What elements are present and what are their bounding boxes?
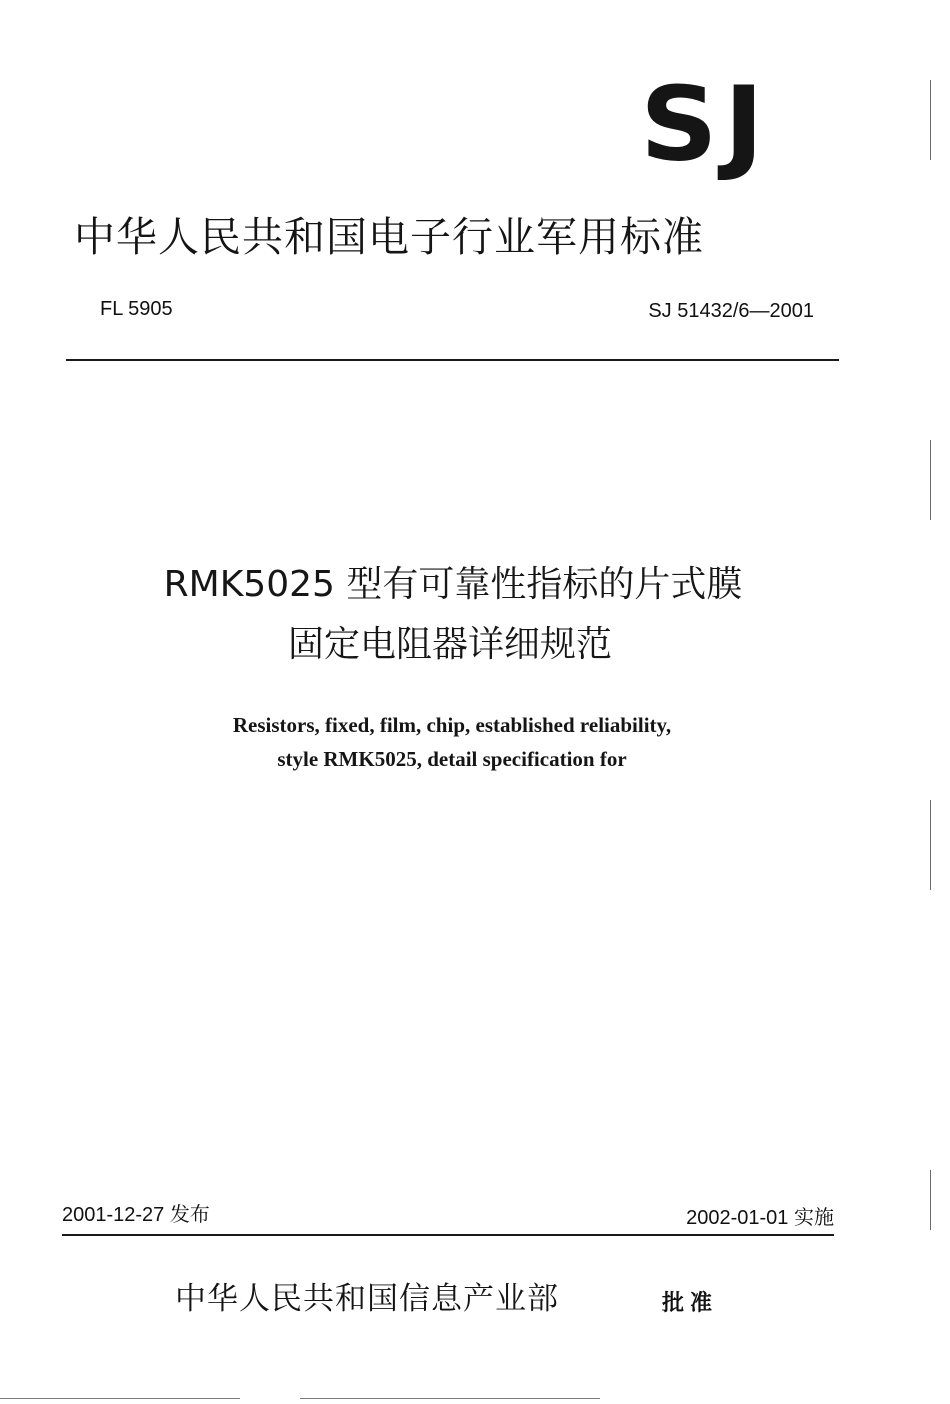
scan-bottom-artifact — [300, 1398, 600, 1399]
scan-edge-artifact — [930, 1170, 931, 1230]
chinese-title-line-1: RMK5025 型有可靠性指标的片式膜 — [163, 564, 743, 605]
scan-edge-artifact — [930, 800, 931, 890]
issue-date: 2001-12-27 发布 — [62, 1204, 210, 1226]
standard-number: SJ 51432/6—2001 — [648, 300, 814, 322]
scan-edge-artifact — [930, 440, 931, 520]
chinese-title-line-2: 固定电阻器详细规范 — [287, 624, 612, 665]
footer-divider — [62, 1234, 834, 1236]
header-divider — [66, 359, 839, 361]
english-title-line-1: Resistors, fixed, film, chip, established reliability, — [232, 713, 672, 737]
english-title-line-2: style RMK5025, detail specification for — [277, 747, 627, 771]
sj-logo: SJ — [640, 65, 770, 185]
approval-mark: 批准 — [662, 1291, 719, 1316]
scan-edge-artifact — [930, 80, 931, 160]
classification-code: FL 5905 — [100, 298, 173, 320]
standard-category-title: 中华人民共和国电子行业军用标准 — [74, 213, 704, 261]
issuing-authority: 中华人民共和国信息产业部 — [175, 1281, 559, 1317]
scan-bottom-artifact — [0, 1398, 240, 1399]
effective-date: 2002-01-01 实施 — [686, 1207, 834, 1229]
